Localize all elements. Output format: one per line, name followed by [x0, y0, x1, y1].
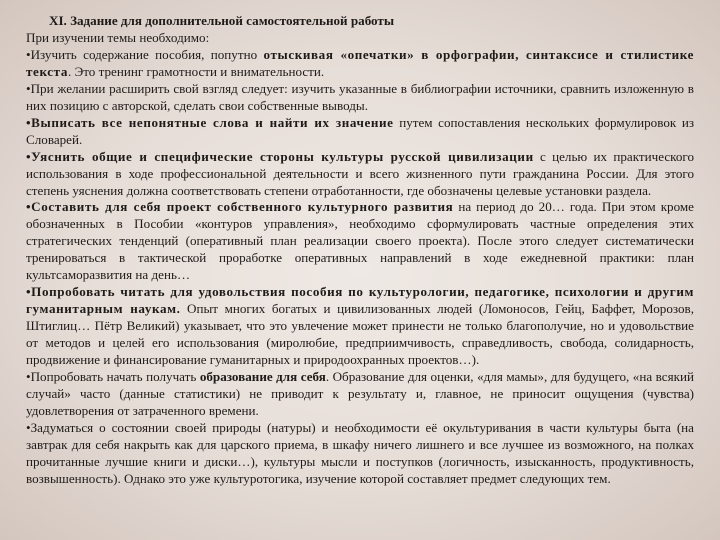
- assignment-text: [26, 13, 694, 488]
- item-text: Опыт многих богатых и цивилизованных людей (Ломоносов, Гейц, Баффет, Морозов, Штиглиц… Пётр Великий) указывает, что это увлечение может принести не только благополучие, но и удовольствие от методов и целей его использования (миролюбие, предприимчивость, справедливость, свобода, солидарность, продвижение и финансирование гуманитарных и природоохранных проектов…).: [26, 301, 694, 368]
- item-text: на период до 20… года. При этом кроме обозначенных в Пособии «контуров управления», необходимо сформулировать частные определения этих стратегических тенденций (оперативный план реализации своего проекта). После этого следует систематически тренироваться в тактической проработке оперативных направлений в ходе ежедневной практики: план культсаморазвития на день…: [26, 199, 694, 283]
- item-bold-text: •Составить для себя проект собственного культурного развития: [26, 199, 454, 215]
- item-text: с целью их практического использования в ходе профессиональной деятельности и всего жизненного пути гражданина России. Для этого степень уяснения должна соответствовать степени отработанности, где обозначены целевые установки раздела.: [26, 148, 694, 198]
- item-find-typos: [26, 47, 694, 81]
- item-education-for-self: [26, 369, 694, 420]
- item-bold-text: образование для себя: [199, 369, 326, 385]
- item-bold-text: •Попробовать читать для удовольствия пособия по культурологии, педагогике, психологии и другим гуманитарным наукам.: [26, 284, 694, 317]
- section-heading: XI. Задание для дополнительной самостоятельной работы: [49, 13, 395, 28]
- item-russian-culture: [26, 149, 694, 200]
- item-text: •Задуматься о состоянии своей природы (натуры) и необходимости её окультуривания в части культуры быта (на завтрак для себя накрыть как для царского приема, в шкафу ничего лишнего и все лучшее из возможного, на полках прочитанные лучшие книги и диски…), культуры мысли и поступков (логичность, изысканность, продуктивность, возвышенность). Однако это уже культуротогика, изучение которой составляет предмет следующих тем.: [26, 419, 694, 486]
- item-development-project: [26, 199, 694, 284]
- item-bold-text: •Выписать все непонятные слова и найти их значение: [26, 114, 394, 130]
- intro-line: При изучении темы необходимо:: [26, 29, 210, 45]
- item-text: . Это тренинг грамотности и внимательности.: [68, 63, 325, 79]
- item-read-for-pleasure: [26, 284, 694, 369]
- item-cultivation: [26, 420, 694, 488]
- item-text: •Попробовать начать получать: [26, 369, 200, 385]
- item-unknown-words: [26, 115, 694, 149]
- item-text: путем сопоставления нескольких формулировок из Словарей.: [26, 114, 694, 147]
- item-text: . Образование для оценки, «для мамы», для будущего, «на всякий случай» часто (данные статистики) не приводит к результату и, главное, не приносит ощущения (чувства) удовлетворения от затраченного времени.: [26, 369, 694, 418]
- item-text: •Изучить содержание пособия, попутно: [26, 46, 264, 62]
- item-bold-text: •Уяснить общие и специфические стороны культуры русской цивилизации: [26, 148, 534, 164]
- item-bibliography: [26, 81, 694, 115]
- item-bold-text: отыскивая «опечатки» в орфографии, синтаксисе и стилистике текста: [26, 46, 694, 79]
- item-text: •При желании расширить свой взгляд следует: изучить указанные в библиографии источники, сравнить изложенную в них позицию с авторской, сделать свои собственные выводы.: [26, 80, 694, 113]
